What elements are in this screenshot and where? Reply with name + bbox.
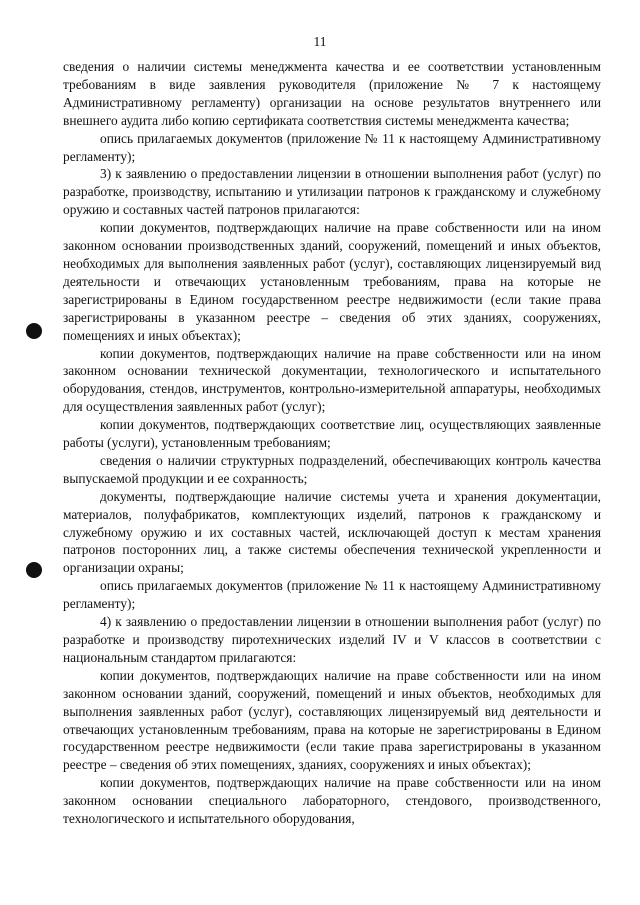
- paragraph-inventory-2: опись прилагаемых документов (приложение № 11 к настоящему Административному регламенту);: [63, 578, 601, 612]
- hole-punch-mark: [26, 323, 42, 339]
- paragraph-qms-info: сведения о наличии системы менеджмента качества и ее соответствии установленным требованиям в виде заявления руководителя (приложение № 7 к настоящему Административному регламенту) организации на основе результатов внутреннего или внешнего аудита либо копию сертификата соответствия системы менеджмента качества;: [63, 59, 601, 128]
- paragraph-accounting-storage-system: документы, подтверждающие наличие системы учета и хранения документации, материалов, полуфабрикатов, комплектующих изделий, патронов к гражданскому и служебному оружию и их составных частей, исключающей доступ к местам хранения патронов посторонних лиц, а также системы обеспечения технической укрепленности и организации охраны;: [63, 488, 601, 576]
- paragraph-equipment-pyrotechnics: копии документов, подтверждающих наличие на праве собственности или на ином законном основании специального лабораторного, стендового, производственного, технологического и испытательного оборудования,: [63, 775, 601, 827]
- hole-punch-mark: [26, 562, 42, 578]
- document-body: [63, 58, 601, 828]
- paragraph-item-3: 3) к заявлению о предоставлении лицензии в отношении выполнения работ (услуг) по разработке, производству, испытанию и утилизации патронов к гражданскому и служебному оружию и составных частей патронов прилагаются:: [63, 166, 601, 218]
- paragraph-technical-documentation: копии документов, подтверждающих наличие на праве собственности или на ином законном основании технической документации, технологического и испытательного оборудования, стендов, инструментов, контрольно-измерительной аппаратуры, необходимых для осуществления заявленных работ (услуг);: [63, 345, 601, 415]
- paragraph-buildings-pyrotechnics: копии документов, подтверждающих наличие на праве собственности или на ином законном основании зданий, сооружений, помещений и иных объектов, необходимых для выполнения заявленных работ (услуг), составляющих лицензируемый вид деятельности и отвечающих установленным требованиям, права на которые не зарегистрированы в Едином государственном реестре недвижимости (если такие права зарегистрированы в указанном реестре – сведения об этих помещениях, зданиях, сооружениях и иных объектах);: [63, 667, 601, 773]
- paragraph-personnel-compliance: копии документов, подтверждающих соответствие лиц, осуществляющих заявленные работы (услуги), установленным требованиям;: [63, 417, 601, 451]
- page-number: 11: [313, 34, 327, 49]
- paragraph-production-buildings: копии документов, подтверждающих наличие на праве собственности или на ином законном основании производственных зданий, сооружений, помещений и иных объектов, необходимых для выполнения заявленных работ (услуг), составляющих лицензируемый вид деятельности и отвечающих установленным требованиям, права на которые не зарегистрированы в Едином государственном реестре недвижимости (если такие права зарегистрированы в указанном реестре – сведения об этих зданиях, сооружениях, помещениях и иных объектах);: [63, 220, 601, 343]
- paragraph-quality-control-units: сведения о наличии структурных подразделений, обеспечивающих контроль качества выпускаемой продукции и ее сохранность;: [63, 452, 601, 486]
- paragraph-item-4: 4) к заявлению о предоставлении лицензии в отношении выполнения работ (услуг) по разработке и производству пиротехнических изделий IV и V классов в соответствии с национальным стандартом прилагаются:: [63, 614, 601, 665]
- paragraph-inventory-1: опись прилагаемых документов (приложение № 11 к настоящему Административному регламенту);: [63, 130, 601, 164]
